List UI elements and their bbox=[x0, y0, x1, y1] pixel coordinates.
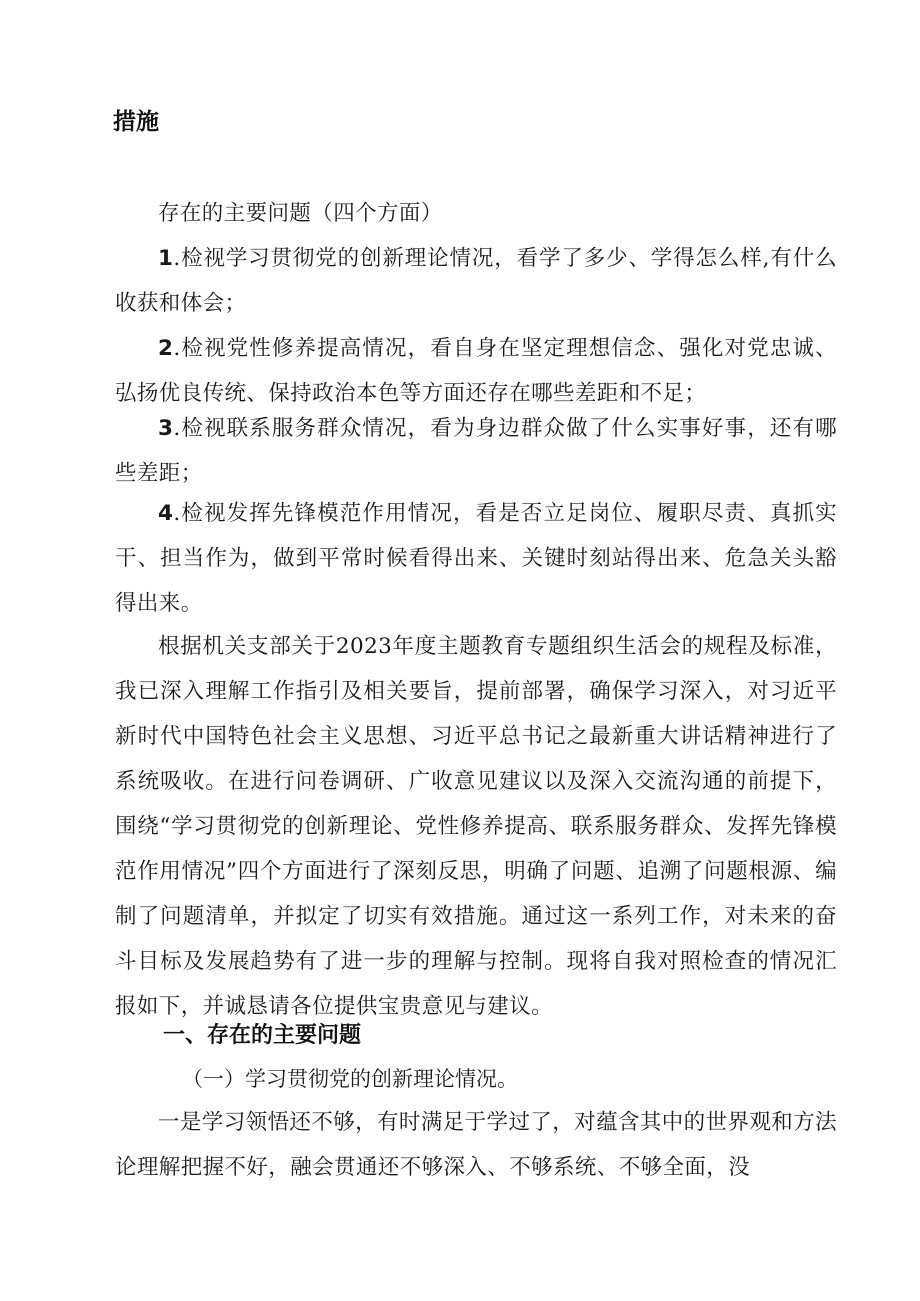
list-item-number: 1 bbox=[158, 246, 174, 271]
body-paragraph: 一是学习领悟还不够，有时满足于学过了，对蕴含其中的世界观和方法论理解把握不好，融会贯通还不够深入、不够系统、不够全面，没 bbox=[115, 1110, 837, 1180]
list-item-text: .检视党性修养提高情况，看自身在坚定理想信念、强化对党忠诚、弘扬优良传统、保持政治本色等方面还存在哪些差距和不足； bbox=[115, 336, 837, 406]
list-item-number: 2 bbox=[158, 336, 174, 361]
intro-paragraph: 根据机关支部关于2023年度主题教育专题组织生活会的规程及标准，我已深入理解工作指引及相关要旨，提前部署，确保学习深入，对习近平新时代中国特色社会主义思想、习近平总书记之最新重大讲话精神进行了系统吸收。在进行问卷调研、广收意见建议以及深入交流沟通的前提下，围绕“学习贯彻党的创新理论、党性修养提高、联系服务群众、发挥先锋模范作用情况”四个方面进行了深刻反思，明确了问题、追溯了问题根源、编制了问题清单，并拟定了切实有效措施。通过这一系列工作，对未来的奋斗目标及发展趋势有了进一步的理解与控制。现将自我对照检查的情况汇报如下，并诚恳请各位提供宝贵意见与建议。 bbox=[115, 634, 837, 1019]
list-item-3 bbox=[115, 406, 837, 496]
section-label: 存在的主要问题（四个方面） bbox=[158, 201, 443, 226]
list-item-1 bbox=[115, 236, 837, 326]
list-item-4 bbox=[115, 491, 837, 626]
list-item-text: .检视学习贯彻党的创新理论情况，看学了多少、学得怎么样,有什么收获和体会； bbox=[115, 246, 837, 316]
list-item-number: 4 bbox=[158, 501, 174, 526]
list-item-2 bbox=[115, 326, 837, 416]
list-item-number: 3 bbox=[158, 416, 174, 441]
document-title: 措施 bbox=[113, 109, 159, 135]
subsection-heading: （一）学习贯彻党的创新理论情况。 bbox=[182, 1067, 518, 1091]
list-item-text: .检视联系服务群众情况，看为身边群众做了什么实事好事，还有哪些差距； bbox=[115, 416, 837, 486]
section-heading: 一、存在的主要问题 bbox=[163, 1023, 362, 1048]
list-item-text: .检视发挥先锋模范作用情况，看是否立足岗位、履职尽责、真抓实干、担当作为，做到平常时候看得出来、关键时刻站得出来、危急关头豁得出来。 bbox=[115, 501, 837, 616]
